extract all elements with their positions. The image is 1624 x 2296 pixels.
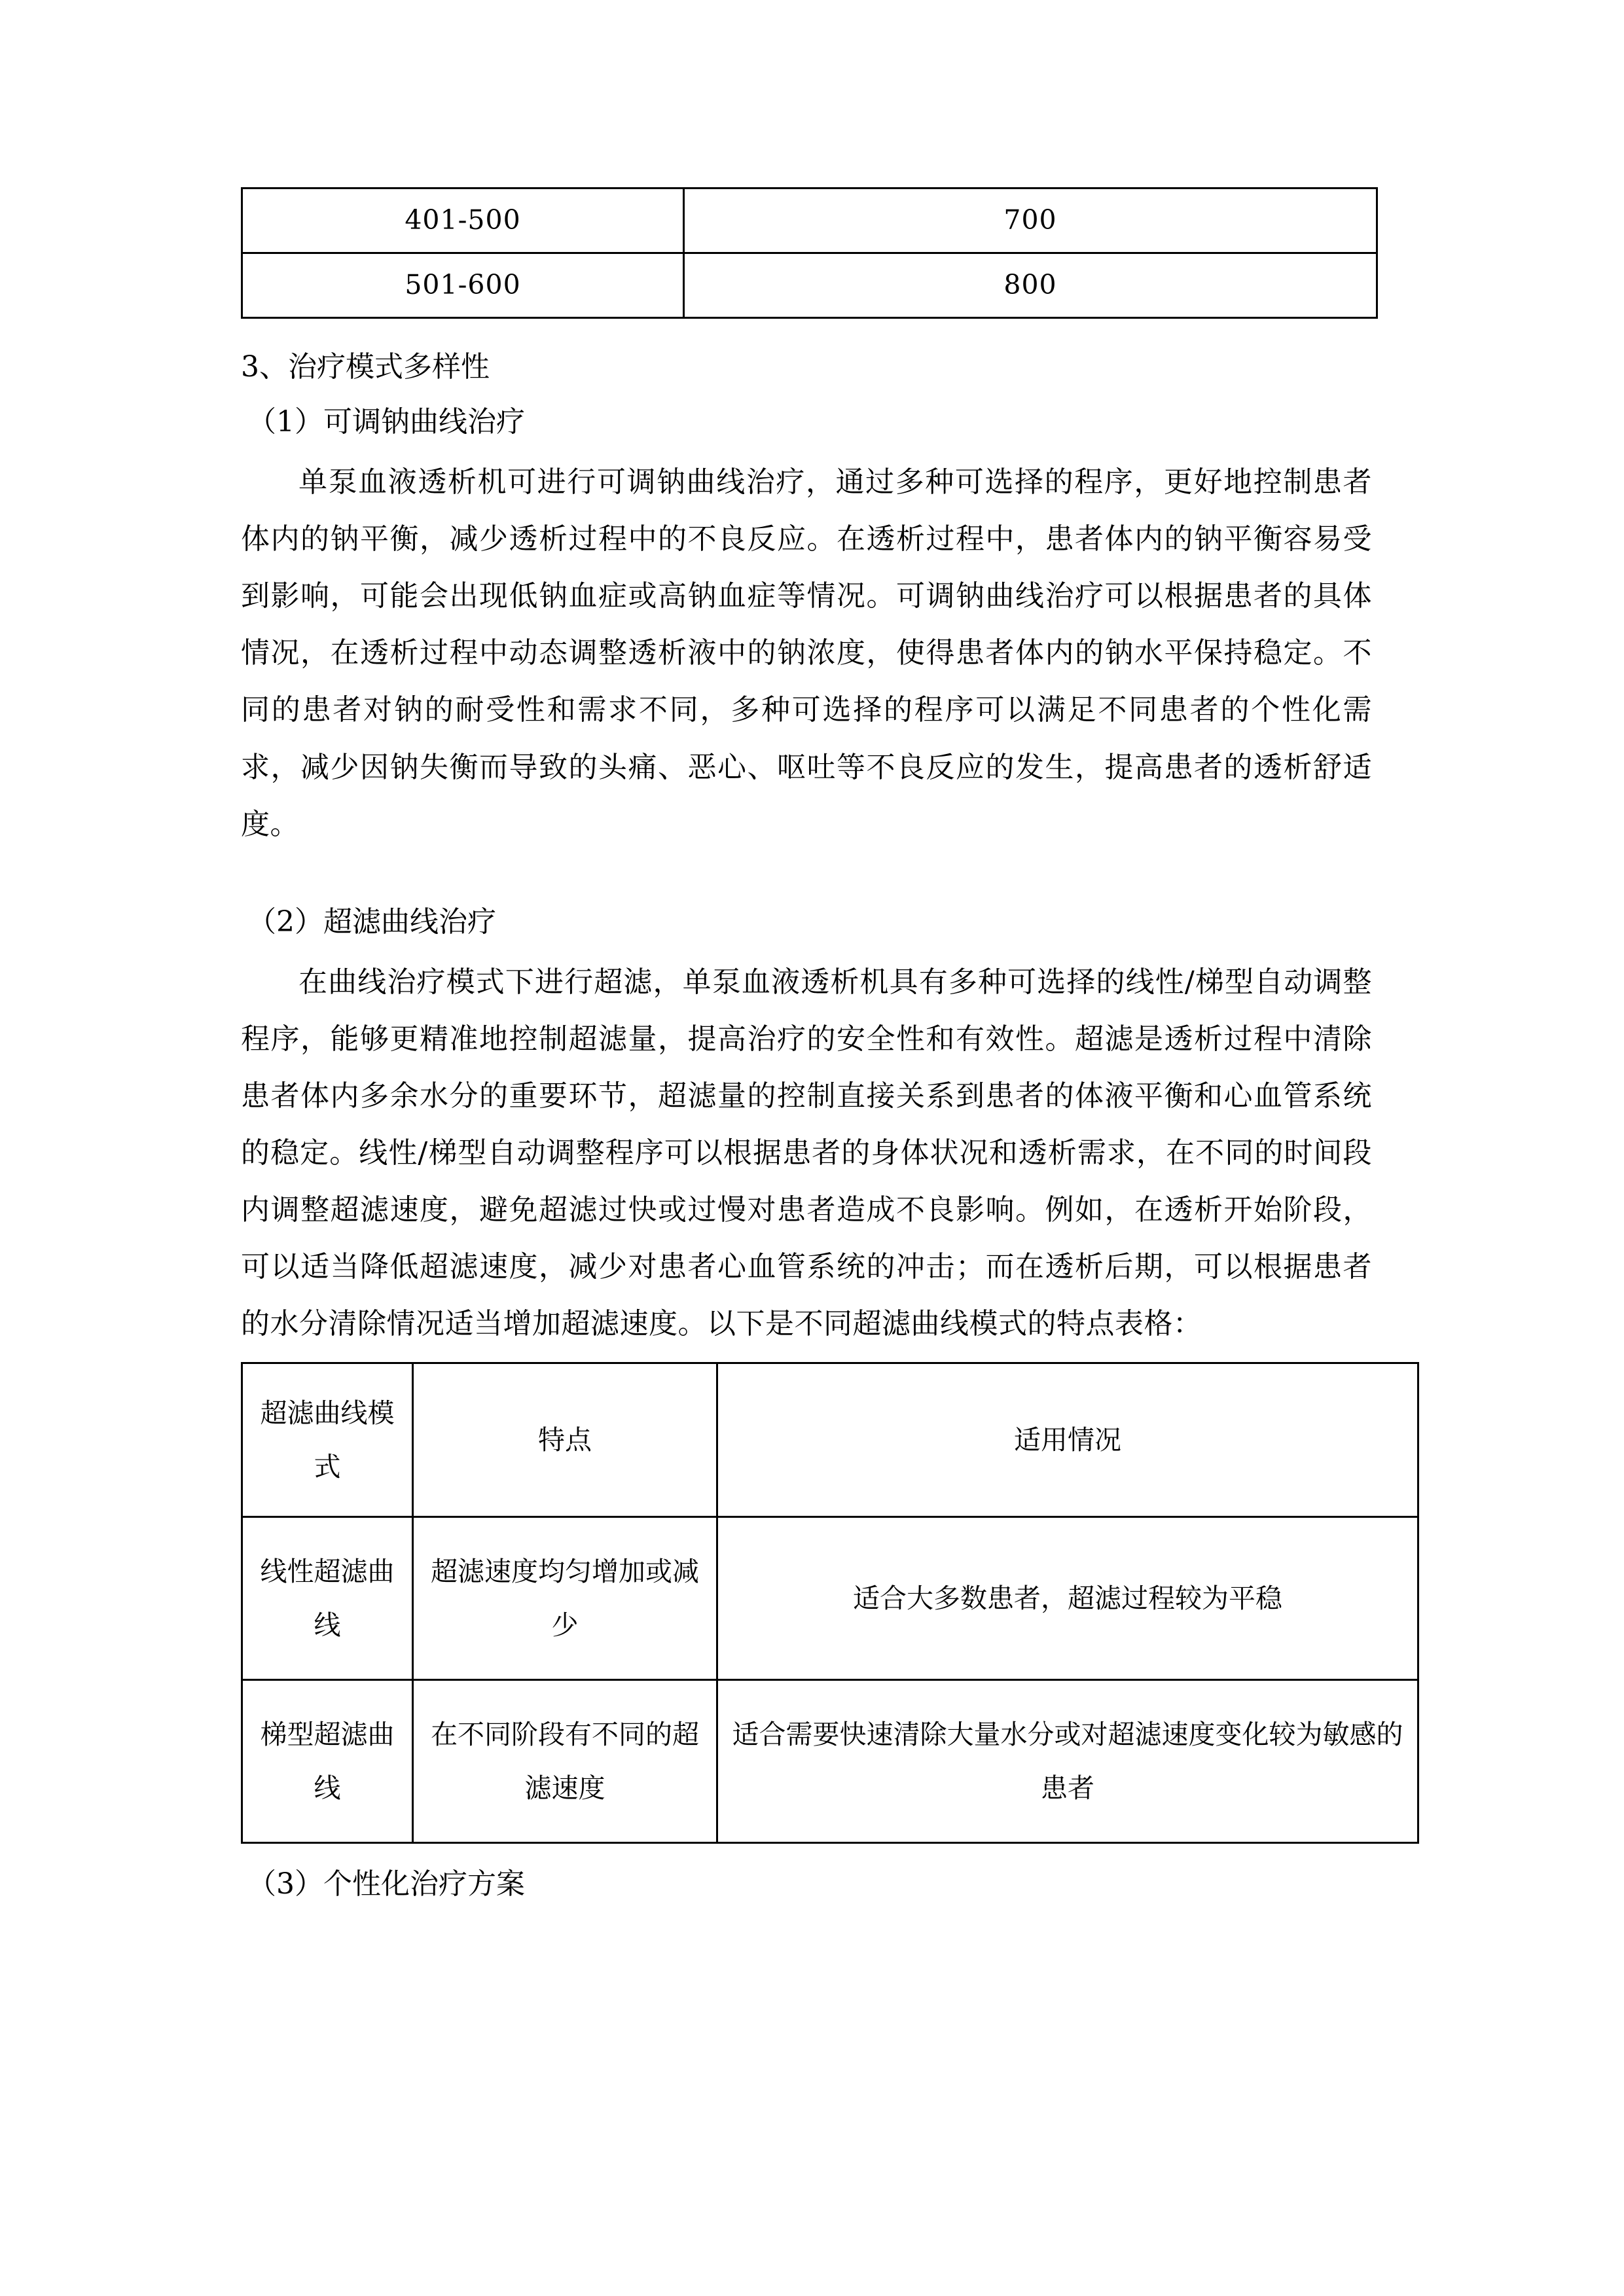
rate-range-cell: 401-500 xyxy=(242,188,684,253)
uf-usecase-cell: 适合需要快速清除大量水分或对超滤速度变化较为敏感的患者 xyxy=(717,1679,1418,1842)
rate-value-cell: 800 xyxy=(684,253,1377,318)
table-row xyxy=(242,1679,1418,1842)
uf-feature-cell: 在不同阶段有不同的超滤速度 xyxy=(413,1679,717,1842)
table-row xyxy=(242,188,1377,253)
table-header-row xyxy=(242,1363,1418,1516)
table-row xyxy=(242,1516,1418,1679)
uf-usecase-cell: 适合大多数患者，超滤过程较为平稳 xyxy=(717,1516,1418,1679)
subsection-heading-3: （3）个性化治疗方案 xyxy=(247,1867,525,1901)
page-content xyxy=(241,0,1403,1901)
paragraph-gap xyxy=(241,853,1372,882)
continued-rate-table xyxy=(241,187,1378,319)
column-header-mode: 超滤曲线模式 xyxy=(242,1363,413,1516)
subsection-heading-2: （2）超滤曲线治疗 xyxy=(247,905,496,939)
subsection-1-paragraph: 单泵血液透析机可进行可调钠曲线治疗，通过多种可选择的程序，更好地控制患者体内的钠平衡，减少透析过程中的不良反应。在透析过程中，患者体内的钠平衡容易受到影响，可能会出现低钠血症或高钠血症等情况。可调钠曲线治疗可以根据患者的具体情况，在透析过程中动态调整透析液中的钠浓度，使得患者体内的钠水平保持稳定。不同的患者对钠的耐受性和需求不同，多种可选择的程序可以满足不同患者的个性化需求，减少因钠失衡而导致的头痛、恶心、呕吐等不良反应的发生，提高患者的透析舒适度。 xyxy=(241,465,1372,841)
rate-range-cell: 501-600 xyxy=(242,253,684,318)
section-heading-3: 3、治疗模式多样性 xyxy=(241,350,490,384)
column-header-feature: 特点 xyxy=(413,1363,717,1516)
table-row xyxy=(242,253,1377,318)
rate-value-cell: 700 xyxy=(684,188,1377,253)
ultrafiltration-curve-table xyxy=(241,1362,1419,1844)
subsection-2-paragraph: 在曲线治疗模式下进行超滤，单泵血液透析机具有多种可选择的线性/梯型自动调整程序，能够更精准地控制超滤量，提高治疗的安全性和有效性。超滤是透析过程中清除患者体内多余水分的重要环节，超滤量的控制直接关系到患者的体液平衡和心血管系统的稳定。线性/梯型自动调整程序可以根据患者的身体状况和透析需求，在不同的时间段内调整超滤速度，避免超滤过快或过慢对患者造成不良影响。例如，在透析开始阶段，可以适当降低超滤速度，减少对患者心血管系统的冲击；而在透析后期，可以根据患者的水分清除情况适当增加超滤速度。以下是不同超滤曲线模式的特点表格： xyxy=(241,965,1372,1341)
column-header-usecase: 适用情况 xyxy=(717,1363,1418,1516)
subsection-heading-1: （1）可调钠曲线治疗 xyxy=(247,405,525,439)
uf-mode-cell: 线性超滤曲线 xyxy=(242,1516,413,1679)
top-margin-spacer xyxy=(241,0,1372,187)
uf-mode-cell: 梯型超滤曲线 xyxy=(242,1679,413,1842)
uf-feature-cell: 超滤速度均匀增加或减少 xyxy=(413,1516,717,1679)
